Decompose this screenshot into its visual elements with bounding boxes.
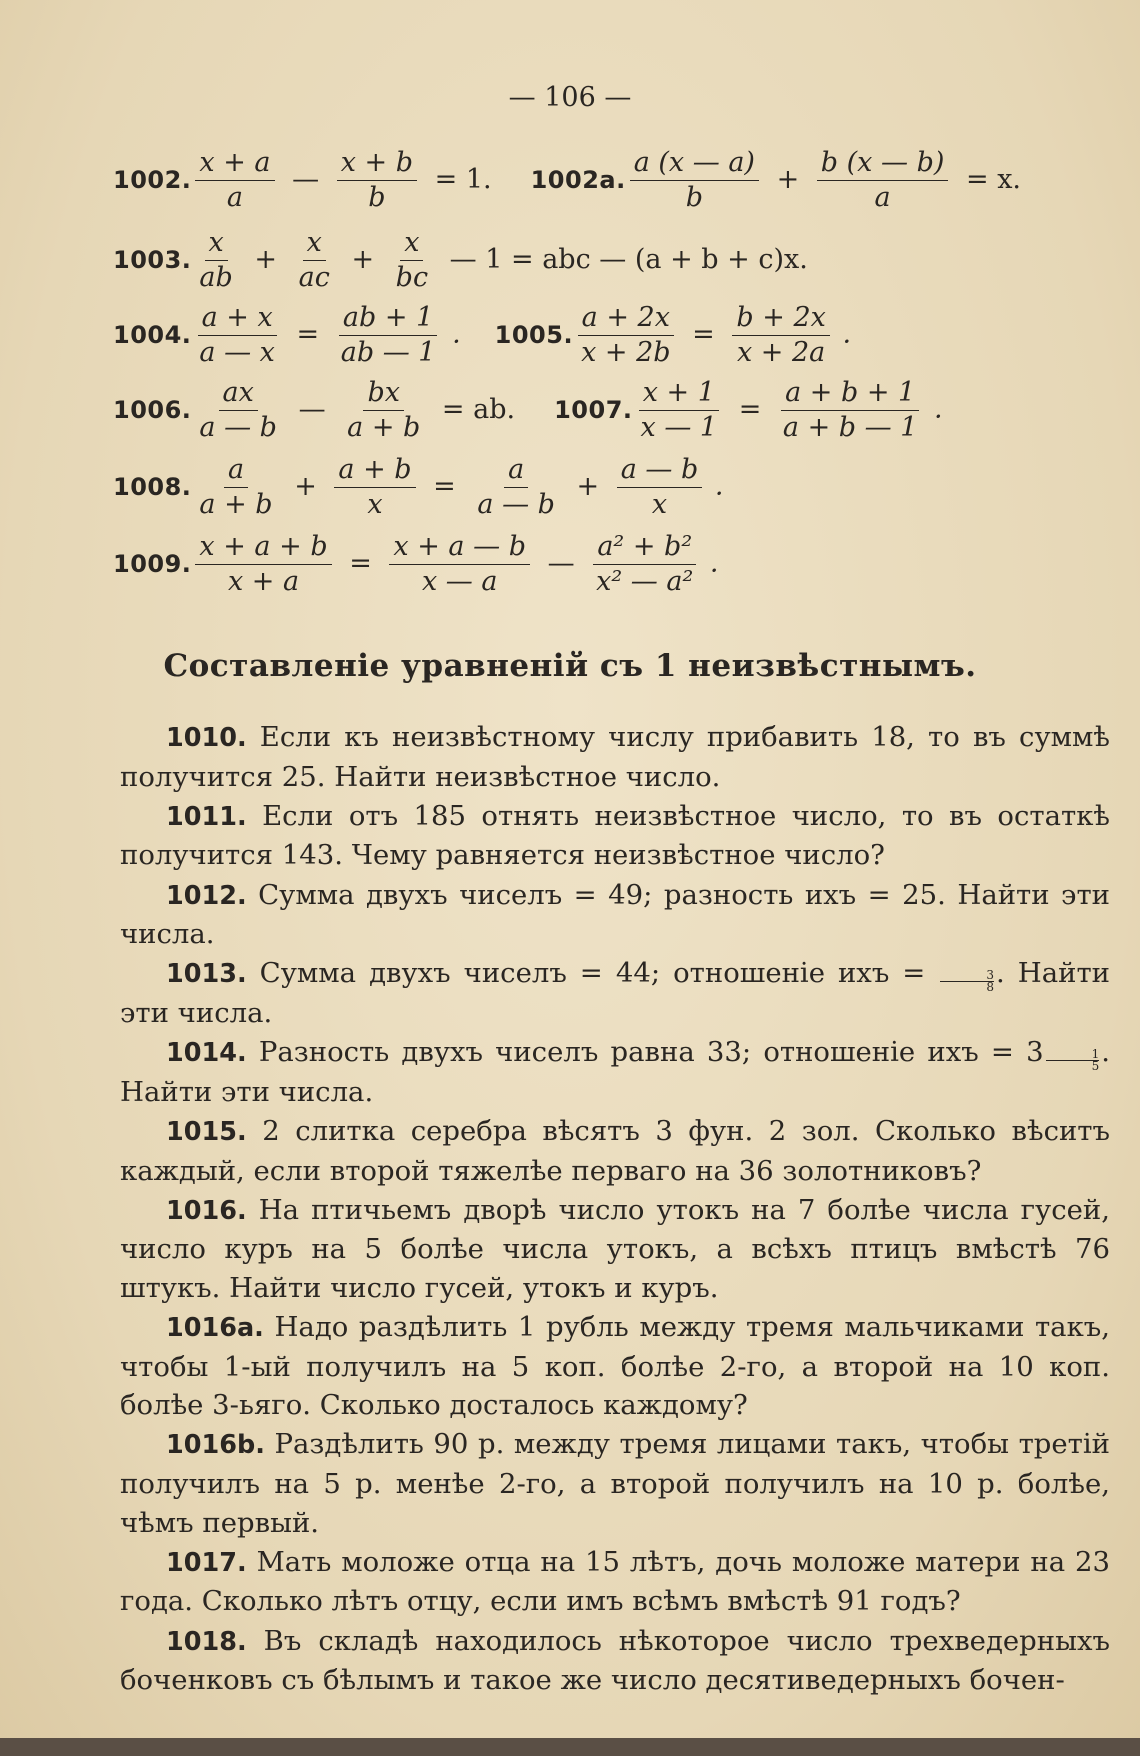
denominator: a + b <box>347 411 421 443</box>
numerator: x <box>205 228 228 261</box>
equation-row-1009 <box>113 532 719 596</box>
problem-number: 1017. <box>166 1547 247 1578</box>
equation-row-1008 <box>113 455 723 519</box>
problem-1016 <box>120 1191 1110 1308</box>
denominator: x + 2a <box>736 336 826 368</box>
scan-edge <box>0 1738 1140 1756</box>
equation-number: 1008. <box>113 473 192 502</box>
problem-1014 <box>120 1033 1110 1111</box>
problem-number: 1012. <box>166 880 247 911</box>
right-hand-side: . <box>452 318 461 350</box>
equation-number: 1003. <box>113 246 192 275</box>
numerator: bx <box>363 378 404 411</box>
numerator: a <box>504 455 528 488</box>
problem-number: 1011. <box>166 801 247 832</box>
denominator: x <box>651 488 668 520</box>
problem-number: 1016. <box>166 1195 247 1226</box>
denominator: a — b <box>477 488 555 520</box>
operator: = <box>296 318 320 350</box>
problem-list <box>120 718 1110 1700</box>
problem-1017 <box>120 1543 1110 1621</box>
problem-text-end: . Найти эти числа. <box>120 957 1110 1029</box>
inline-fraction <box>940 970 994 993</box>
right-hand-side: = 1. <box>434 163 492 195</box>
denominator: a <box>226 181 244 213</box>
problem-text: Если отъ 185 отнять неизвѣстное число, то въ остаткѣ получится 143. Чему равняется неизвѣстное число? <box>120 799 1110 872</box>
operator: — <box>547 547 575 579</box>
problem-1013 <box>120 954 1110 1032</box>
problem-1018 <box>120 1622 1110 1700</box>
operator: — <box>298 393 326 425</box>
right-hand-side: . <box>714 470 724 502</box>
numerator: x + 1 <box>639 378 719 411</box>
numerator: a — b <box>617 455 703 488</box>
denominator: x² — a² <box>596 565 694 597</box>
denominator: x + 2b <box>581 336 671 368</box>
problem-text: Надо раздѣлить 1 рубль между тремя мальчиками такъ, чтобы 1-ый получилъ на 5 коп. болѣе 2-го, а второй на 10 коп. болѣе 3-ьяго. Сколько досталось каждому? <box>120 1311 1110 1422</box>
problem-text: Если къ неизвѣстному числу прибавить 18, то въ суммѣ получится 25. Найти неизвѣстное число. <box>120 721 1110 793</box>
operator: = <box>433 470 456 502</box>
equation-number: 1007. <box>554 396 633 425</box>
operator: + <box>351 243 375 275</box>
denominator: a <box>874 181 891 213</box>
denominator: b <box>685 181 703 213</box>
numerator: ab + 1 <box>339 303 437 336</box>
equation-number: 1006. <box>113 396 192 425</box>
fraction-numerator: 3 <box>940 970 994 982</box>
operator: = <box>692 318 715 350</box>
problem-number: 1010. <box>166 723 247 753</box>
problem-text: На птичьемъ дворѣ число утокъ на 7 болѣе числа гусей, число куръ на 5 болѣе числа утокъ, а всѣхъ птицъ вмѣстѣ 76 штукъ. Найти число гусей, утокъ и куръ. <box>120 1193 1110 1304</box>
problem-text: Сумма двухъ чиселъ = 49; разность ихъ = 25. Найти эти числа. <box>120 878 1110 951</box>
numerator: x + a — b <box>389 532 530 565</box>
numerator: b (x — b) <box>817 148 949 181</box>
numerator: a + b <box>334 455 415 488</box>
numerator: a + b + 1 <box>781 378 919 411</box>
denominator: ab — 1 <box>340 336 436 368</box>
problem-text: Въ складѣ находилось нѣкоторое число трехведерныхъ боченковъ съ бѣлымъ и такое же число десятиведерныхъ бочен- <box>120 1624 1110 1697</box>
problem-text: 2 слитка серебра вѣсятъ 3 фун. 2 зол. Сколько вѣситъ каждый, если второй тяжелѣе перваго на 36 золотниковъ? <box>120 1114 1111 1187</box>
problem-1016b <box>120 1425 1110 1542</box>
denominator: x <box>367 488 383 520</box>
denominator: a — b <box>199 411 277 443</box>
problem-text-end: . Найти эти числа. <box>120 1036 1110 1108</box>
equation-number: 1009. <box>113 550 192 579</box>
fraction-denominator: 8 <box>986 980 994 995</box>
problem-1011 <box>120 797 1110 875</box>
equation-number: 1002a. <box>530 166 626 195</box>
denominator: x — 1 <box>640 411 718 443</box>
numerator: a + x <box>198 303 277 336</box>
operator: — <box>292 163 320 195</box>
numerator: ax <box>219 378 258 411</box>
operator: + <box>294 470 317 502</box>
numerator: x <box>400 228 423 261</box>
problem-number: 1016b. <box>166 1430 265 1461</box>
equation-row-1004 <box>113 303 851 367</box>
problem-1015 <box>120 1112 1110 1190</box>
equation-number: 1005. <box>494 321 574 350</box>
denominator: bc <box>395 261 429 293</box>
problem-number: 1018. <box>166 1626 247 1657</box>
numerator: a <box>224 455 248 488</box>
numerator: x + a + b <box>195 532 331 565</box>
problem-text: Раздѣлить 90 р. между тремя лицами такъ, чтобы третій получилъ на 5 р. менѣе 2-го, а второй получилъ на 10 р. болѣе, чѣмъ первый. <box>120 1428 1110 1539</box>
operator: + <box>776 163 800 195</box>
numerator: x + a <box>195 148 274 181</box>
numerator: a + 2x <box>578 303 674 336</box>
equation-row-1003 <box>113 228 813 292</box>
operator: + <box>576 470 600 502</box>
operator: = <box>349 547 372 579</box>
problem-number: 1014. <box>166 1038 247 1069</box>
right-hand-side: . <box>709 547 719 579</box>
denominator: x + a <box>227 565 300 597</box>
denominator: x — a <box>421 565 498 597</box>
equation-row-1006 <box>113 378 943 442</box>
problem-1010 <box>120 718 1110 796</box>
denominator: ab <box>199 261 233 293</box>
equation-number: 1002. <box>113 166 192 195</box>
operator: = <box>738 393 762 425</box>
numerator: x <box>303 228 326 261</box>
problem-text: Разность двухъ чиселъ равна 33; отношеніе ихъ = 3 <box>258 1036 1044 1069</box>
section-title: Составленіе уравненій съ 1 неизвѣстнымъ. <box>163 648 977 684</box>
problem-1016a <box>120 1308 1110 1425</box>
right-hand-side: . <box>934 393 943 425</box>
right-hand-side: . <box>842 318 852 350</box>
operator: + <box>254 243 278 275</box>
problem-text: Сумма двухъ чиселъ = 44; отношеніе ихъ = <box>259 957 926 990</box>
problem-number: 1016a. <box>166 1313 264 1344</box>
equation-row-1002 <box>113 148 1026 212</box>
problem-1012 <box>120 876 1110 954</box>
right-hand-side: = ab. <box>441 393 516 425</box>
equation-number: 1004. <box>113 321 192 350</box>
right-hand-side: — 1 = abc — (a + b + c)x. <box>449 243 808 275</box>
problem-number: 1015. <box>166 1116 247 1147</box>
fraction-numerator: 1 <box>1046 1049 1100 1061</box>
inline-fraction <box>1046 1049 1100 1072</box>
numerator: b + 2x <box>732 303 829 336</box>
problem-number: 1013. <box>166 959 247 990</box>
numerator: a (x — a) <box>630 148 759 181</box>
page-number-header: — 106 — <box>508 82 632 113</box>
problem-text: Мать моложе отца на 15 лѣтъ, дочь моложе матери на 23 года. Сколько лѣтъ отцу, если имъ всѣмъ вмѣстѣ 91 годъ? <box>120 1545 1110 1618</box>
denominator: a + b <box>199 488 273 520</box>
numerator: a² + b² <box>593 532 696 565</box>
denominator: a — x <box>199 336 275 368</box>
denominator: b <box>368 181 386 213</box>
denominator: ac <box>298 261 330 293</box>
denominator: a + b — 1 <box>782 411 918 443</box>
numerator: x + b <box>337 148 417 181</box>
right-hand-side: = x. <box>965 163 1021 195</box>
fraction-denominator: 5 <box>1091 1059 1100 1074</box>
